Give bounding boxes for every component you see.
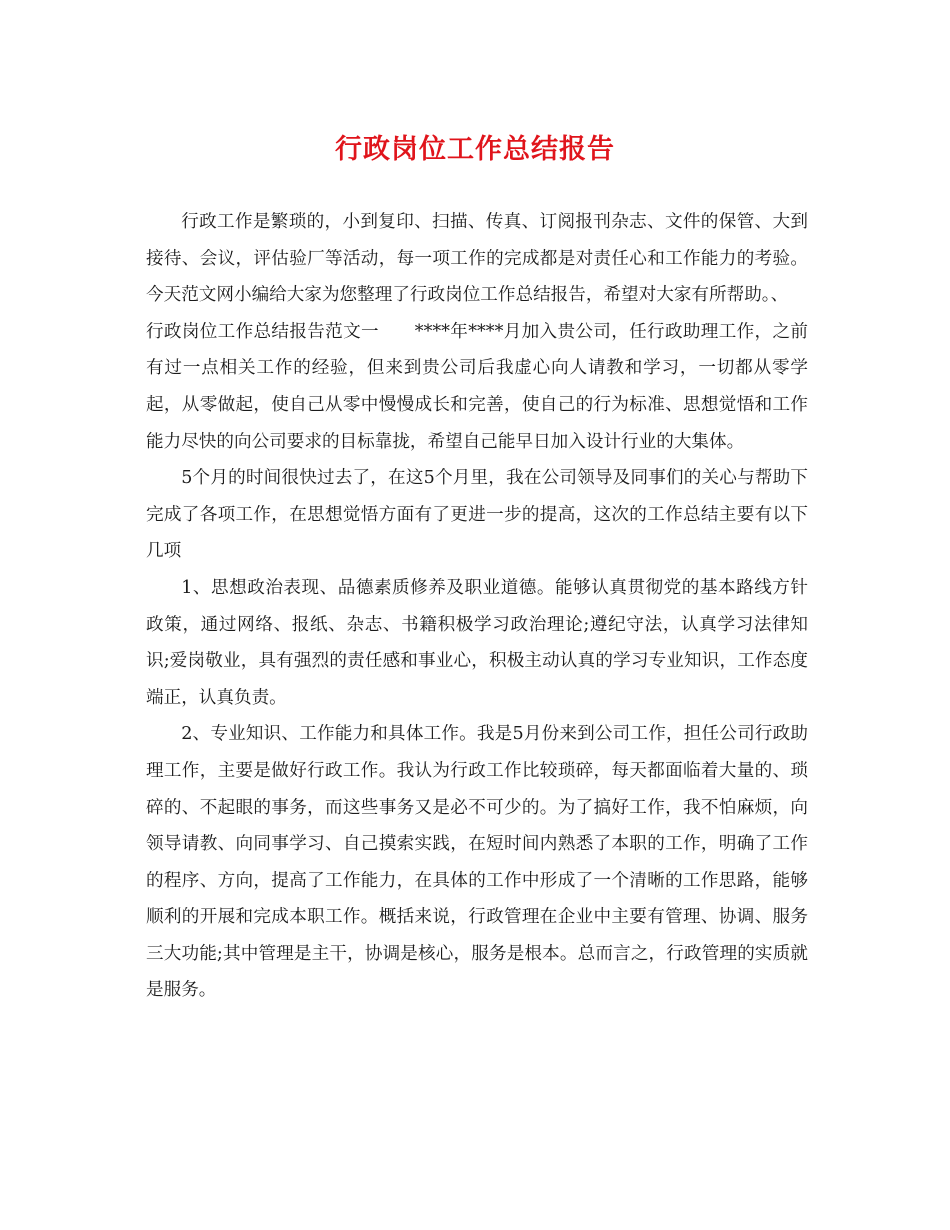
- paragraph-intro: 行政工作是繁琐的，小到复印、扫描、传真、订阅报刊杂志、文件的保管、大到接待、会议，评估验厂等活动，每一项工作的完成都是对责任心和工作能力的考验。今天范文网小编给大家为您整理了行政岗位工作总结报告，希望对大家有所帮助。、: [146, 212, 808, 306]
- paragraph-five-months: 5个月的时间很快过去了，在这5个月里，我在公司领导及同事们的关心与帮助下完成了各项工作，在思想觉悟方面有了更进一步的提高，这次的工作总结主要有以下几项: [146, 468, 808, 562]
- document-title: 行政岗位工作总结报告: [335, 134, 615, 165]
- paragraph-item-2: 2、专业知识、工作能力和具体工作。我是5月份来到公司工作，担任公司行政助理工作，主要是做好行政工作。我认为行政工作比较琐碎，每天都面临着大量的、琐碎的、不起眼的事务，而这些事务又是必不可少的。为了搞好工作，我不怕麻烦，向领导请教、向同事学习、自己摸索实践，在短时间内熟悉了本职的工作，明确了工作的程序、方向，提高了工作能力，在具体的工作中形成了一个清晰的工作思路，能够顺利的开展和完成本职工作。概括来说，行政管理在企业中主要有管理、协调、服务三大功能;其中管理是主干，协调是核心，服务是根本。总而言之，行政管理的实质就是服务。: [146, 724, 808, 1001]
- paragraph-item-1: 1、思想政治表现、品德素质修养及职业道德。能够认真贯彻党的基本路线方针政策，通过网络、报纸、杂志、书籍积极学习政治理论;遵纪守法，认真学习法律知识;爱岗敬业，具有强烈的责任感和事业心，积极主动认真的学习专业知识，工作态度端正，认真负责。: [146, 577, 808, 708]
- document-body: [146, 204, 808, 1009]
- paragraph-sample-one: 行政岗位工作总结报告范文一 ****年****月加入贵公司，任行政助理工作，之前有过一点相关工作的经验，但来到贵公司后我虚心向人请教和学习，一切都从零学起，从零做起，使自己从零中慢慢成长和完善，使自己的行为标准、思想觉悟和工作能力尽快的向公司要求的目标靠拢，希望自己能早日加入设计行业的大集体。: [146, 321, 808, 452]
